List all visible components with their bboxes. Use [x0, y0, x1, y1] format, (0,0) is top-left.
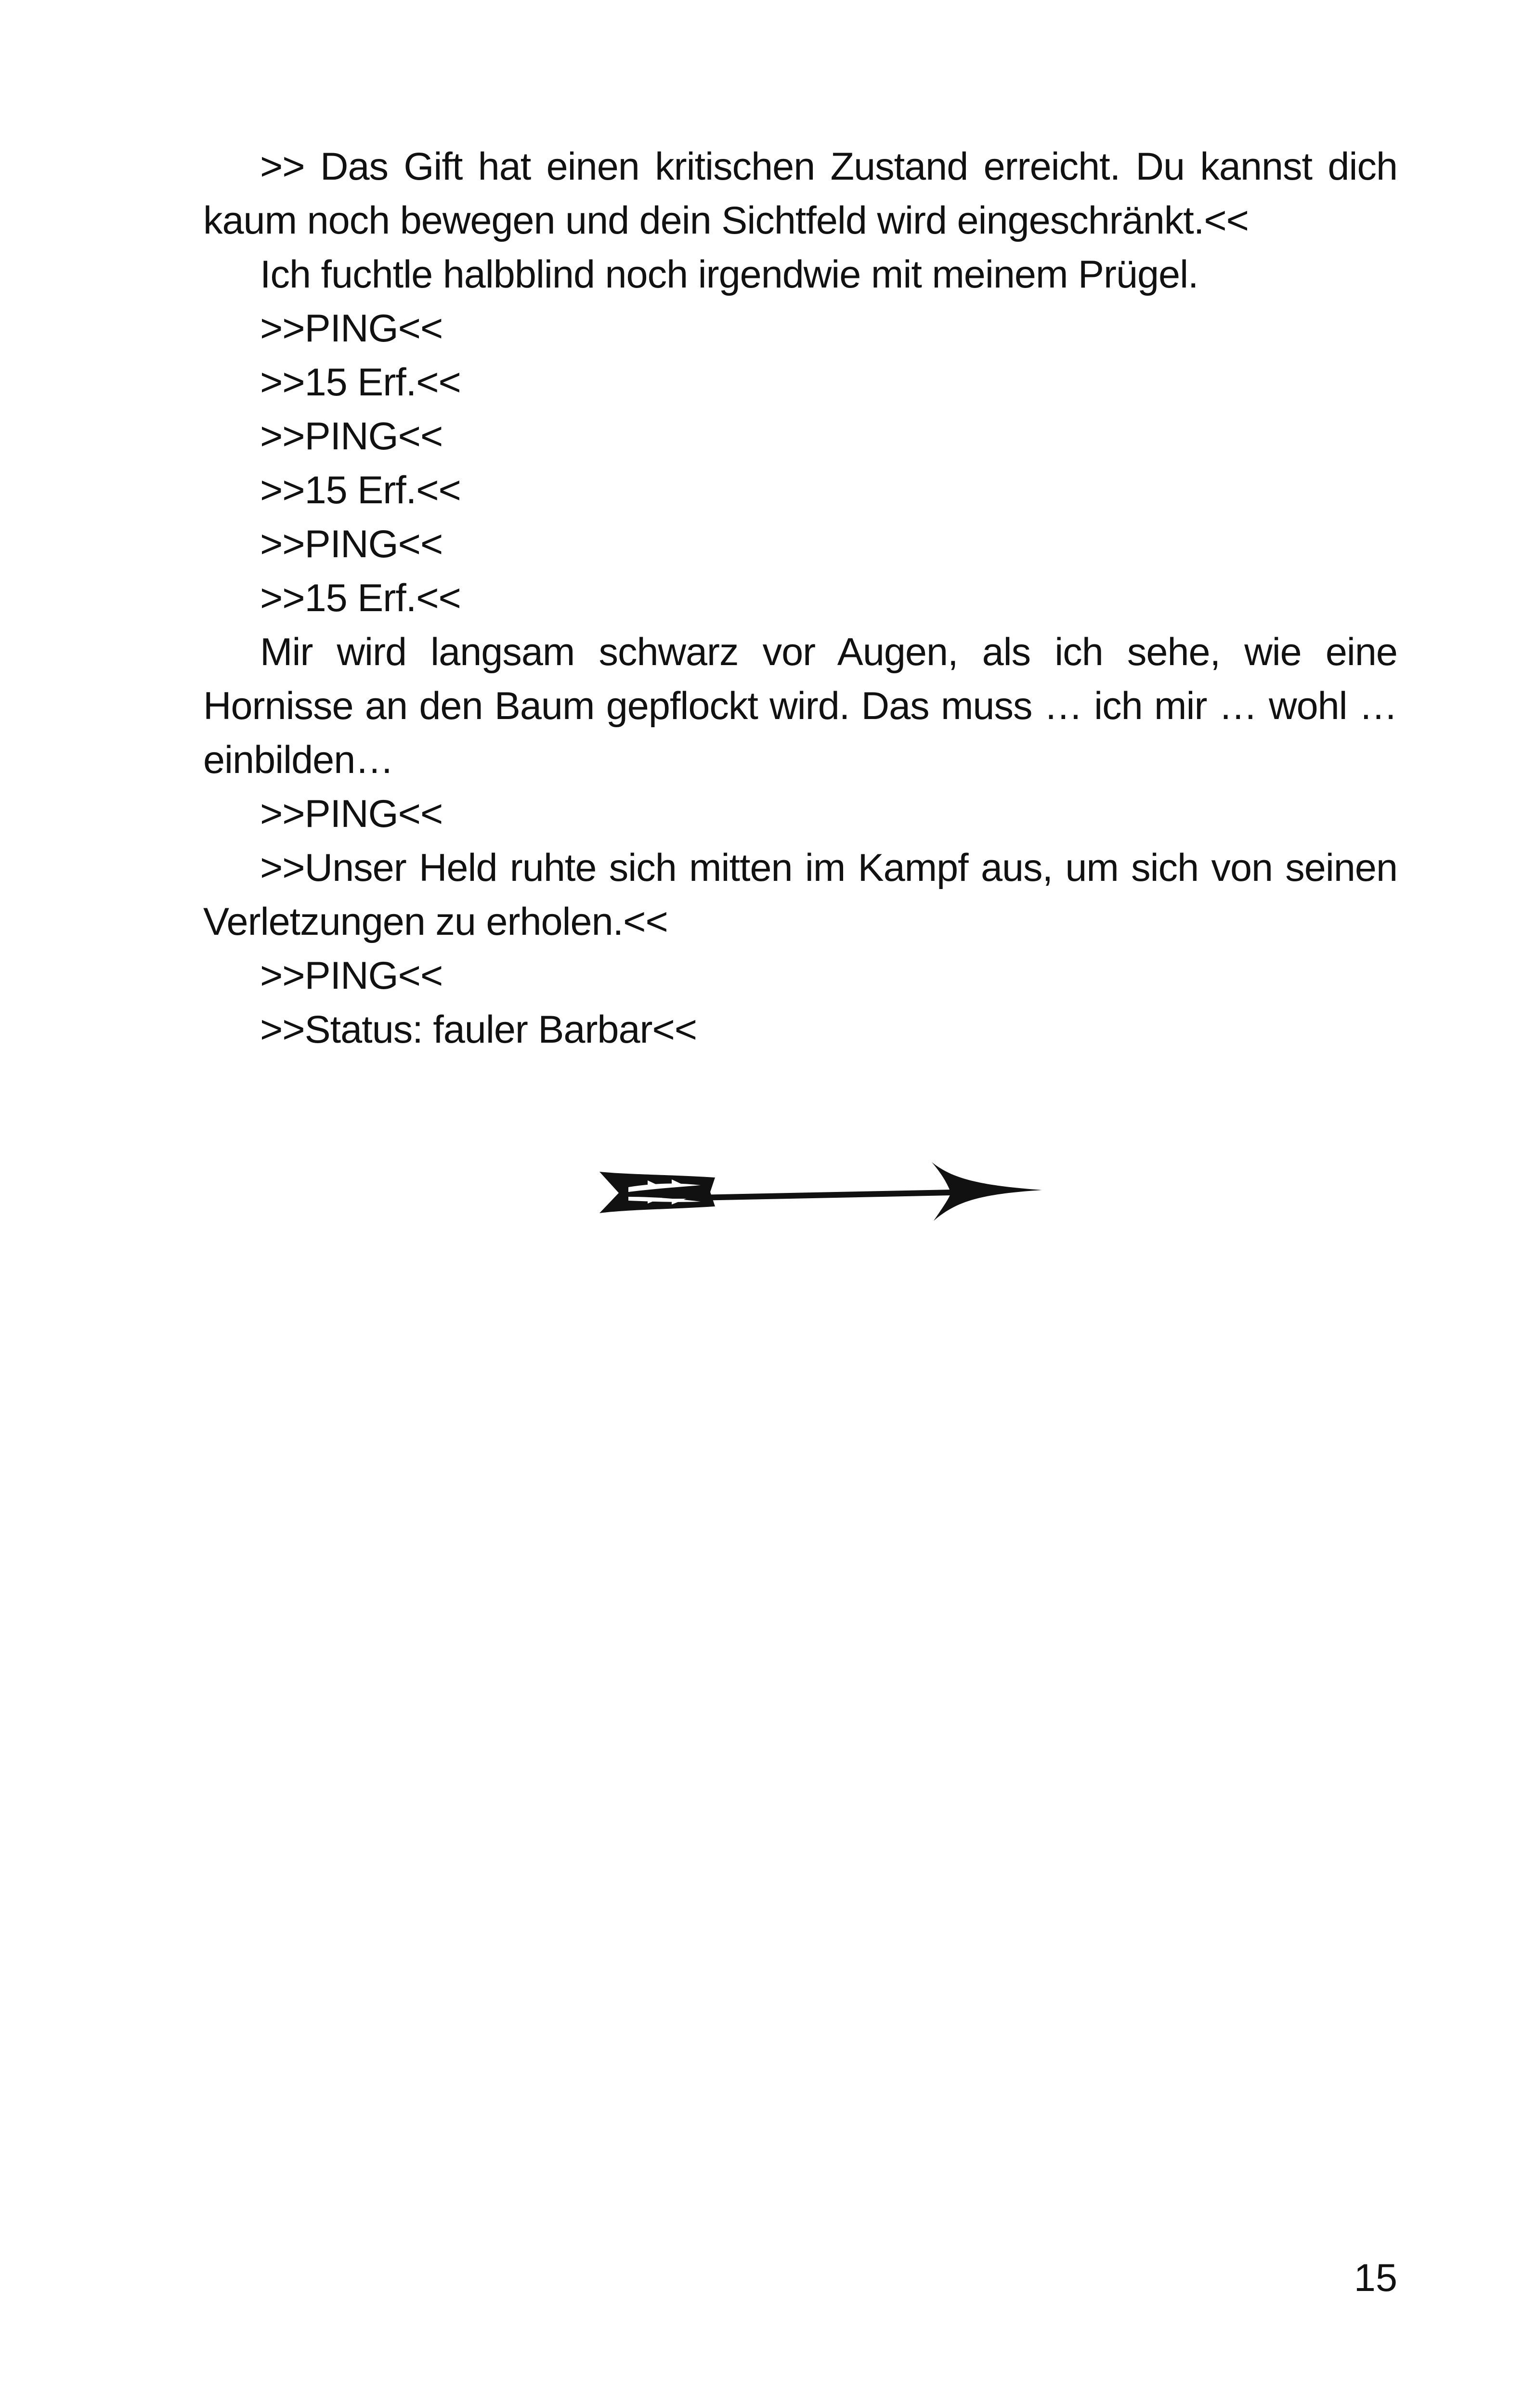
paragraph-ping-1: >>PING<< — [260, 307, 443, 350]
paragraph-ping-2: >>PING<< — [260, 415, 443, 458]
paragraph-flail: Ich fuchtle halbblind noch irgendwie mit meinem Prügel. — [260, 253, 1198, 296]
paragraph-xp-2: >>15 Erf.<< — [260, 469, 461, 512]
paragraph-xp-3: >>15 Erf.<< — [260, 576, 461, 620]
paragraph-ping-4: >>PING<< — [260, 792, 443, 836]
paragraph-ping-3: >>PING<< — [260, 523, 443, 566]
paragraph-poison-message: >> Das Gift hat einen kritischen Zustand erreicht. Du kannst dich kaum noch bewegen und dein Sichtfeld wird eingeschränkt.<< — [203, 145, 1397, 242]
arrow-icon — [599, 1153, 1062, 1230]
paragraph-xp-1: >>15 Erf.<< — [260, 361, 461, 404]
paragraph-hornet: Mir wird langsam schwarz vor Augen, als ich sehe, wie eine Hornisse an den Baum gepflockt wird. Das muss … ich mir … wohl … einbilden… — [203, 630, 1397, 782]
paragraph-status: >>Status: fauler Barbar<< — [260, 1008, 697, 1051]
page-number: 15 — [1354, 2256, 1397, 2300]
paragraph-hero-rest: >>Unser Held ruhte sich mitten im Kampf aus, um sich von seinen Verletzungen zu erholen.<< — [203, 846, 1397, 943]
paragraph-ping-5: >>PING<< — [260, 954, 443, 997]
body-text — [203, 140, 1397, 1057]
